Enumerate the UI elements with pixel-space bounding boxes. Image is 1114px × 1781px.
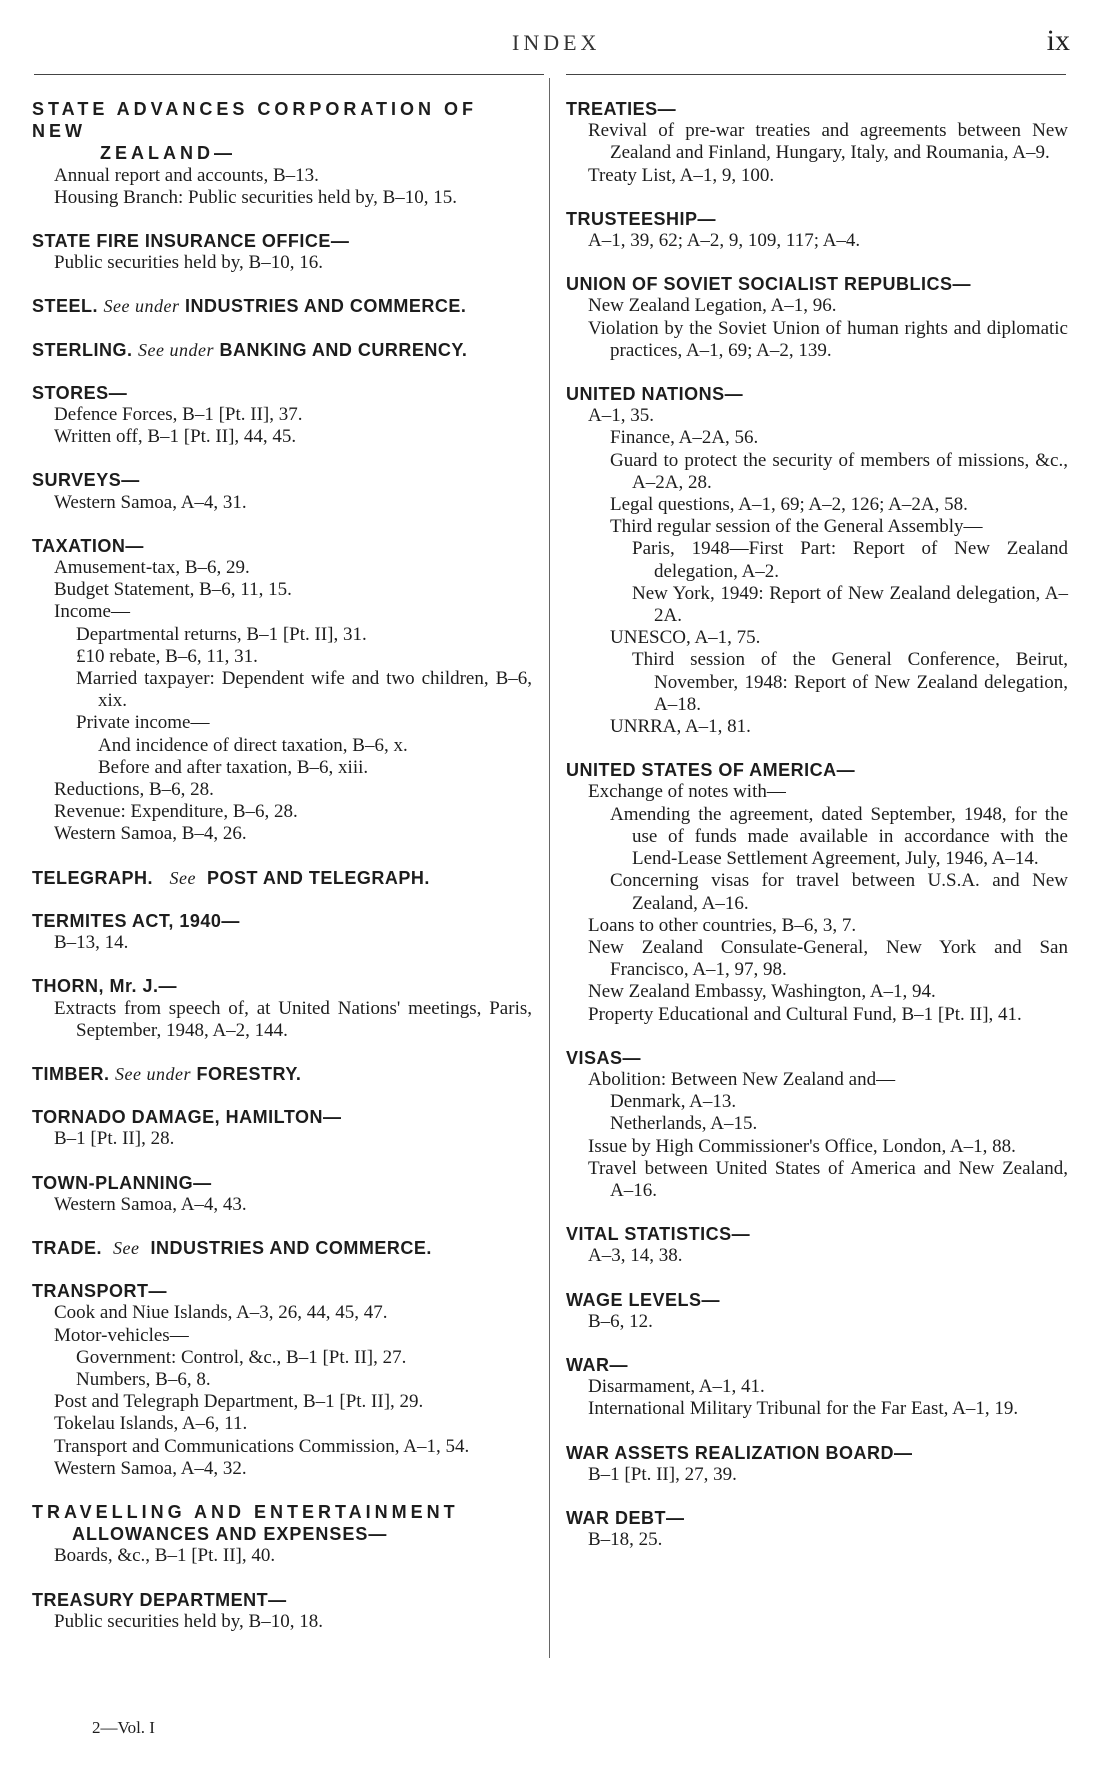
index-entry-telegraph xyxy=(32,867,532,889)
index-entry-tornado xyxy=(32,1106,532,1150)
entry-heading: TREASURY DEPARTMENT— xyxy=(32,1589,287,1610)
entry-line: £10 rebate, B–6, 11, 31. xyxy=(76,645,258,667)
index-entry-taxation xyxy=(32,535,532,846)
index-entry-timber xyxy=(32,1063,532,1085)
entry-line: A–1, 35. xyxy=(588,405,654,427)
entry-line: Disarmament, A–1, 41. xyxy=(588,1376,765,1398)
entry-line: Public securities held by, B–10, 18. xyxy=(54,1610,323,1632)
entry-heading: THORN, Mr. J.— xyxy=(32,976,178,997)
index-entry-stores xyxy=(32,382,532,449)
entry-line: Post and Telegraph Department, B–1 [Pt. II], 29. xyxy=(54,1391,424,1413)
index-entry-state-advances xyxy=(32,98,532,209)
entry-line: Married taxpayer: Dependent wife and two children, B–6, xix. xyxy=(76,668,532,712)
entry-heading: STATE ADVANCES CORPORATION OF NEW ZEALAND— xyxy=(32,99,478,164)
entry-line: Numbers, B–6, 8. xyxy=(76,1368,211,1390)
entry-line: Western Samoa, B–4, 26. xyxy=(54,823,247,845)
index-entry-visas xyxy=(566,1047,1068,1202)
cross-reference: INDUSTRIES AND COMMERCE. xyxy=(150,1237,432,1258)
see-reference: See under xyxy=(115,1063,191,1084)
entry-heading: STEEL. See under INDUSTRIES AND COMMERCE. xyxy=(32,296,467,317)
entry-line: Western Samoa, A–4, 32. xyxy=(54,1457,247,1479)
entry-line: B–18, 25. xyxy=(588,1529,663,1551)
entry-heading: STORES— xyxy=(32,382,128,403)
entry-line: B–1 [Pt. II], 27, 39. xyxy=(588,1463,737,1485)
entry-line: Cook and Niue Islands, A–3, 26, 44, 45, 47. xyxy=(54,1302,388,1324)
entry-heading: STATE FIRE INSURANCE OFFICE— xyxy=(32,231,350,252)
index-entry-vital-statistics xyxy=(566,1223,1068,1267)
index-entry-termites xyxy=(32,910,532,954)
see-reference: See under xyxy=(138,339,215,360)
entry-heading: WAR ASSETS REALIZATION BOARD— xyxy=(566,1442,913,1463)
entry-line: Property Educational and Cultural Fund, B–1 [Pt. II], 41. xyxy=(588,1003,1022,1025)
entry-line: International Military Tribunal for the Far East, A–1, 19. xyxy=(588,1398,1019,1420)
header-rule-right xyxy=(566,74,1066,75)
index-entry-steel xyxy=(32,295,532,317)
entry-line: Finance, A–2A, 56. xyxy=(610,427,759,449)
entry-line: Amending the agreement, dated September, 1948, for the use of funds made available in accordance with the Lend-Lease Settlement Agreement, July, 1946, A–14. xyxy=(610,803,1068,870)
entry-line: Western Samoa, A–4, 43. xyxy=(54,1193,247,1215)
index-entry-treasury xyxy=(32,1589,532,1633)
entry-line: Third regular session of the General Assembly— xyxy=(610,516,983,538)
index-entry-travelling xyxy=(32,1501,532,1568)
entry-line: B–1 [Pt. II], 28. xyxy=(54,1128,175,1150)
see-reference: See xyxy=(169,867,197,888)
entry-heading: TRAVELLING AND ENTERTAINMENT ALLOWANCES AND EXPENSES— xyxy=(32,1501,459,1545)
page-header-title: INDEX xyxy=(512,30,601,55)
column-divider xyxy=(549,78,550,1658)
entry-line: Revival of pre-war treaties and agreements between New Zealand and Finland, Hungary, Italy, and Roumania, A–9. xyxy=(588,120,1068,164)
entry-line: Third session of the General Conference, Beirut, November, 1948: Report of New Zealand delegation, A–18. xyxy=(632,649,1068,715)
index-entry-state-fire xyxy=(32,230,532,274)
entry-line: Revenue: Expenditure, B–6, 28. xyxy=(54,801,298,823)
entry-line: Income— xyxy=(54,601,130,623)
entry-line: Exchange of notes with— xyxy=(588,781,786,803)
entry-heading: STERLING. See under BANKING AND CURRENCY. xyxy=(32,339,468,360)
entry-heading: VITAL STATISTICS— xyxy=(566,1224,751,1245)
entry-line: UNESCO, A–1, 75. xyxy=(610,627,761,649)
entry-heading: VISAS— xyxy=(566,1047,642,1068)
page-number: ix xyxy=(1046,24,1070,57)
entry-line: Reductions, B–6, 28. xyxy=(54,779,214,801)
see-reference: See under xyxy=(103,296,180,317)
see-reference: See xyxy=(113,1237,140,1258)
index-entry-war xyxy=(566,1354,1068,1421)
entry-heading: UNITED NATIONS— xyxy=(566,384,744,405)
entry-line: Legal questions, A–1, 69; A–2, 126; A–2A, 58. xyxy=(610,494,968,516)
entry-line: Violation by the Soviet Union of human rights and diplomatic practices, A–1, 69; A–2, 139. xyxy=(588,317,1068,361)
entry-line: Tokelau Islands, A–6, 11. xyxy=(54,1413,248,1435)
entry-line: New Zealand Consulate-General, New York and San Francisco, A–1, 97, 98. xyxy=(588,936,1068,981)
entry-line: Private income— xyxy=(76,712,210,734)
entry-line: Netherlands, A–15. xyxy=(610,1113,758,1135)
entry-line: Written off, B–1 [Pt. II], 44, 45. xyxy=(54,426,297,448)
entry-line: Defence Forces, B–1 [Pt. II], 37. xyxy=(54,404,303,426)
entry-line: New Zealand Embassy, Washington, A–1, 94. xyxy=(588,981,936,1003)
entry-line: New York, 1949: Report of New Zealand delegation, A–2A. xyxy=(632,582,1068,627)
index-entry-town-planning xyxy=(32,1172,532,1216)
entry-heading: UNITED STATES OF AMERICA— xyxy=(566,760,856,781)
entry-heading: TRANSPORT— xyxy=(32,1281,167,1302)
entry-line: Annual report and accounts, B–13. xyxy=(54,164,319,186)
cross-reference: POST AND TELEGRAPH. xyxy=(207,867,430,888)
entry-line: UNRRA, A–1, 81. xyxy=(610,716,751,738)
entry-line: A–3, 14, 38. xyxy=(588,1245,683,1267)
entry-line: Paris, 1948—First Part: Report of New Zealand delegation, A–2. xyxy=(632,538,1068,582)
index-entry-surveys xyxy=(32,469,532,513)
volume-footer: 2—Vol. I xyxy=(92,1718,155,1737)
cross-reference: FORESTRY. xyxy=(196,1063,302,1084)
entry-heading: TRUSTEESHIP— xyxy=(566,208,717,229)
entry-line: Issue by High Commissioner's Office, London, A–1, 88. xyxy=(588,1135,1016,1157)
entry-line: Treaty List, A–1, 9, 100. xyxy=(588,164,775,186)
index-entry-wage-levels xyxy=(566,1289,1068,1333)
entry-line: Budget Statement, B–6, 11, 15. xyxy=(54,579,292,601)
index-entry-sterling xyxy=(32,339,532,361)
index-entry-treaties xyxy=(566,98,1068,187)
entry-heading: WAR— xyxy=(566,1354,628,1375)
entry-line: Transport and Communications Commission, A–1, 54. xyxy=(54,1435,470,1457)
entry-heading: UNION OF SOVIET SOCIALIST REPUBLICS— xyxy=(566,274,972,295)
entry-line: B–13, 14. xyxy=(54,932,129,954)
entry-line: Housing Branch: Public securities held by, B–10, 15. xyxy=(54,186,457,208)
index-entry-trusteeship xyxy=(566,208,1068,252)
entry-line: B–6, 12. xyxy=(588,1310,653,1332)
cross-reference: INDUSTRIES AND COMMERCE. xyxy=(185,296,467,317)
index-entry-united-nations xyxy=(566,383,1068,738)
index-column-left xyxy=(32,98,532,1654)
entry-line: Concerning visas for travel between U.S.A. and New Zealand, A–16. xyxy=(610,870,1068,914)
index-entry-trade xyxy=(32,1237,532,1259)
entry-line: Loans to other countries, B–6, 3, 7. xyxy=(588,914,857,936)
entry-line: Abolition: Between New Zealand and— xyxy=(588,1068,896,1090)
entry-line: Extracts from speech of, at United Nations' meetings, Paris, September, 1948, A–2, 144. xyxy=(54,997,532,1041)
entry-line: Government: Control, &c., B–1 [Pt. II], 27. xyxy=(76,1346,407,1368)
entry-line: Denmark, A–13. xyxy=(610,1091,737,1113)
entry-heading: TOWN-PLANNING— xyxy=(32,1172,212,1193)
index-entry-war-assets xyxy=(566,1442,1068,1486)
entry-line: A–1, 39, 62; A–2, 9, 109, 117; A–4. xyxy=(588,230,861,252)
entry-line: New Zealand Legation, A–1, 96. xyxy=(588,295,837,317)
index-entry-usa xyxy=(566,759,1068,1025)
index-column-right xyxy=(566,98,1068,1572)
entry-line: Travel between United States of America and New Zealand, A–16. xyxy=(588,1157,1068,1201)
index-entry-thorn xyxy=(32,975,532,1042)
entry-heading: SURVEYS— xyxy=(32,470,140,491)
entry-heading: TRADE. See INDUSTRIES AND COMMERCE. xyxy=(32,1237,432,1258)
entry-line: Guard to protect the security of members of missions, &c., A–2A, 28. xyxy=(610,449,1068,493)
entry-line: Public securities held by, B–10, 16. xyxy=(54,252,323,274)
entry-heading: TERMITES ACT, 1940— xyxy=(32,910,240,931)
entry-heading: TREATIES— xyxy=(566,99,677,119)
index-entry-transport xyxy=(32,1280,532,1480)
entry-heading: WAR DEBT— xyxy=(566,1507,685,1528)
index-entry-ussr xyxy=(566,273,1068,362)
entry-line: Western Samoa, A–4, 31. xyxy=(54,491,247,513)
entry-heading: TORNADO DAMAGE, HAMILTON— xyxy=(32,1107,342,1128)
entry-line: Before and after taxation, B–6, xiii. xyxy=(98,756,369,778)
entry-line: Departmental returns, B–1 [Pt. II], 31. xyxy=(76,623,367,645)
header-rule-left xyxy=(34,74,544,75)
cross-reference: BANKING AND CURRENCY. xyxy=(219,339,468,360)
entry-line: Boards, &c., B–1 [Pt. II], 40. xyxy=(54,1545,276,1567)
entry-line: And incidence of direct taxation, B–6, x. xyxy=(98,734,408,756)
entry-heading: TELEGRAPH. See POST AND TELEGRAPH. xyxy=(32,867,430,888)
entry-line: Motor-vehicles— xyxy=(54,1324,189,1346)
entry-line: Amusement-tax, B–6, 29. xyxy=(54,557,250,579)
index-entry-war-debt xyxy=(566,1507,1068,1551)
entry-heading: TAXATION— xyxy=(32,535,144,556)
entry-heading: TIMBER. See under FORESTRY. xyxy=(32,1063,302,1084)
entry-heading: WAGE LEVELS— xyxy=(566,1289,721,1310)
